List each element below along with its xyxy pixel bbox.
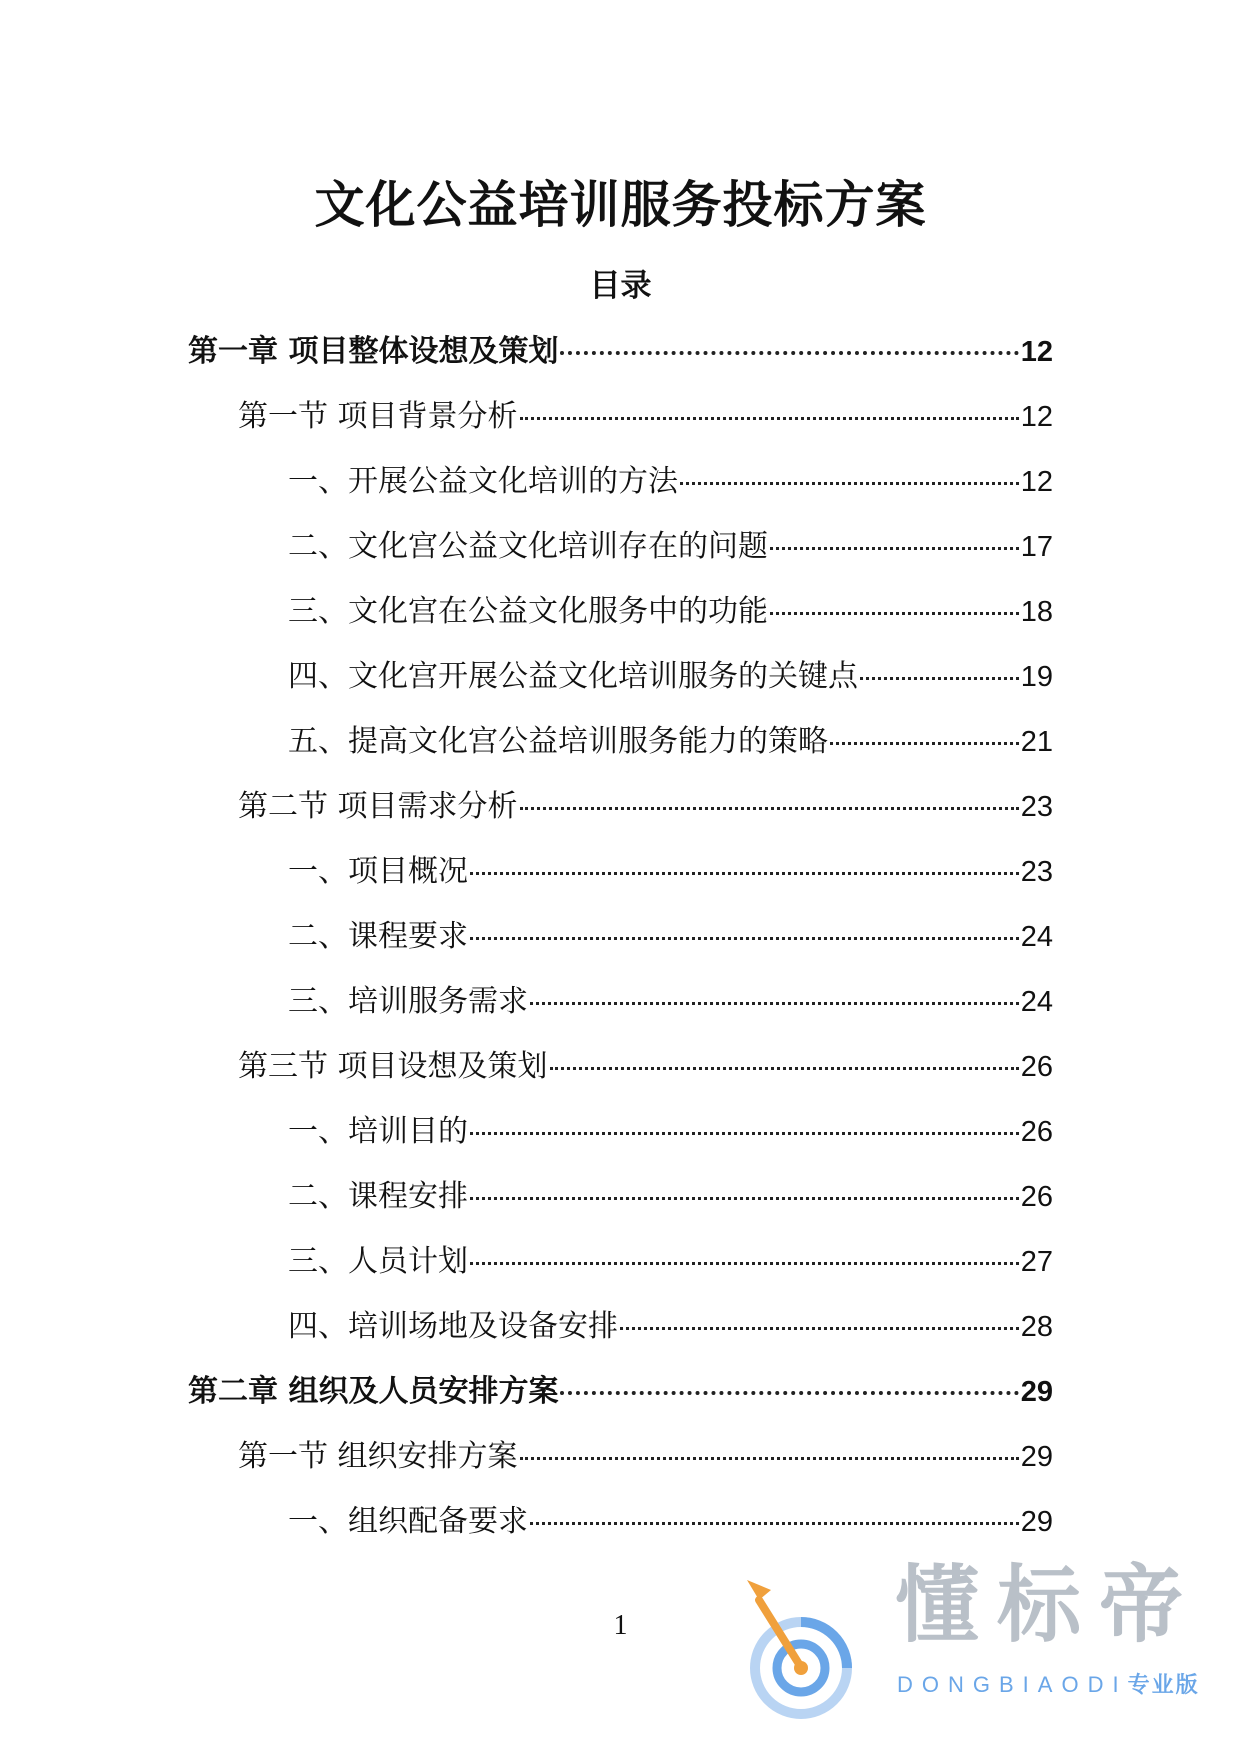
toc-entry[interactable] bbox=[188, 1240, 1053, 1305]
toc-dot-leader bbox=[520, 417, 1019, 420]
toc-entry-title: 四、培训场地及设备安排 bbox=[288, 1309, 618, 1344]
toc-entry-page: 17 bbox=[1020, 531, 1053, 563]
toc-entry-page: 26 bbox=[1020, 1181, 1053, 1213]
toc-entry[interactable] bbox=[188, 980, 1053, 1045]
toc-entry[interactable] bbox=[188, 460, 1053, 525]
toc-heading: 目录 bbox=[589, 268, 652, 304]
toc-entry[interactable] bbox=[188, 590, 1053, 655]
toc-entry-title: 二、文化宫公益文化培训存在的问题 bbox=[288, 529, 768, 564]
document-title: 文化公益培训服务投标方案 bbox=[314, 176, 927, 234]
toc-entry-title: 二、课程安排 bbox=[288, 1179, 468, 1214]
toc-entry[interactable] bbox=[188, 1435, 1053, 1500]
watermark-edition: 专业版 bbox=[1127, 1672, 1200, 1697]
toc-entry-page: 19 bbox=[1020, 661, 1053, 693]
toc-entry-page: 23 bbox=[1020, 856, 1053, 888]
toc-dot-leader bbox=[680, 482, 1019, 485]
toc-entry-title: 五、提高文化宫公益培训服务能力的策略 bbox=[288, 724, 828, 759]
toc-entry[interactable] bbox=[188, 1305, 1053, 1370]
toc-entry-title: 第二节 项目需求分析 bbox=[238, 789, 518, 824]
toc-entry[interactable] bbox=[188, 1370, 1053, 1435]
toc-entry-page: 28 bbox=[1020, 1311, 1053, 1343]
toc-entry[interactable] bbox=[188, 1175, 1053, 1240]
toc-entry[interactable] bbox=[188, 915, 1053, 980]
toc-entry-page: 18 bbox=[1020, 596, 1053, 628]
toc-dot-leader bbox=[770, 547, 1019, 550]
toc-entry[interactable] bbox=[188, 785, 1053, 850]
toc-entry-title: 一、项目概况 bbox=[288, 854, 468, 889]
toc-dot-leader bbox=[520, 807, 1019, 810]
toc-entry[interactable] bbox=[188, 655, 1053, 720]
toc-entry-title: 三、文化宫在公益文化服务中的功能 bbox=[288, 594, 768, 629]
toc-entry-title: 四、文化宫开展公益文化培训服务的关键点 bbox=[288, 659, 858, 694]
toc-dot-leader bbox=[470, 872, 1019, 875]
toc-entry-page: 29 bbox=[1020, 1441, 1053, 1473]
watermark bbox=[745, 1540, 1225, 1750]
toc-entry-page: 29 bbox=[1020, 1376, 1053, 1408]
toc-entry-title: 第一节 组织安排方案 bbox=[238, 1439, 518, 1474]
toc-dot-leader bbox=[470, 937, 1019, 940]
toc-entry-title: 第一节 项目背景分析 bbox=[238, 399, 518, 434]
toc-entry-page: 23 bbox=[1020, 791, 1053, 823]
watermark-subtitle bbox=[897, 1668, 1200, 1699]
watermark-brand: 懂标帝 bbox=[895, 1556, 1202, 1654]
toc-entry-page: 26 bbox=[1020, 1051, 1053, 1083]
toc-dot-leader bbox=[470, 1132, 1019, 1135]
toc-dot-leader bbox=[560, 351, 1018, 355]
table-of-contents bbox=[188, 330, 1053, 1565]
toc-entry-page: 12 bbox=[1020, 401, 1053, 433]
toc-entry-page: 12 bbox=[1020, 336, 1053, 368]
toc-dot-leader bbox=[770, 612, 1019, 615]
toc-entry-page: 29 bbox=[1020, 1506, 1053, 1538]
toc-entry-page: 12 bbox=[1020, 466, 1053, 498]
toc-entry-page: 24 bbox=[1020, 921, 1053, 953]
toc-entry-title: 第二章 组织及人员安排方案 bbox=[188, 1374, 559, 1409]
toc-dot-leader bbox=[470, 1262, 1019, 1265]
toc-entry[interactable] bbox=[188, 525, 1053, 590]
toc-dot-leader bbox=[830, 742, 1019, 745]
toc-entry[interactable] bbox=[188, 1110, 1053, 1175]
toc-dot-leader bbox=[620, 1327, 1019, 1330]
toc-entry-page: 24 bbox=[1020, 986, 1053, 1018]
toc-entry-title: 第一章 项目整体设想及策划 bbox=[188, 334, 559, 369]
page-number: 1 bbox=[613, 1610, 628, 1641]
toc-entry-title: 第三节 项目设想及策划 bbox=[238, 1049, 548, 1084]
toc-entry-title: 一、开展公益文化培训的方法 bbox=[288, 464, 678, 499]
toc-entry-page: 26 bbox=[1020, 1116, 1053, 1148]
toc-entry-title: 二、课程要求 bbox=[288, 919, 468, 954]
toc-entry[interactable] bbox=[188, 395, 1053, 460]
toc-entry-title: 三、人员计划 bbox=[288, 1244, 468, 1279]
toc-dot-leader bbox=[530, 1002, 1019, 1005]
toc-entry[interactable] bbox=[188, 330, 1053, 395]
toc-entry-title: 一、培训目的 bbox=[288, 1114, 468, 1149]
target-logo-icon bbox=[745, 1540, 865, 1745]
toc-dot-leader bbox=[530, 1522, 1019, 1525]
toc-dot-leader bbox=[860, 677, 1019, 680]
watermark-pinyin: DONGBIAODI bbox=[897, 1672, 1128, 1697]
toc-dot-leader bbox=[470, 1197, 1019, 1200]
toc-entry-page: 21 bbox=[1020, 726, 1053, 758]
toc-dot-leader bbox=[560, 1391, 1018, 1395]
toc-entry-page: 27 bbox=[1020, 1246, 1053, 1278]
toc-entry[interactable] bbox=[188, 850, 1053, 915]
toc-entry[interactable] bbox=[188, 1045, 1053, 1110]
toc-entry-title: 一、组织配备要求 bbox=[288, 1504, 528, 1539]
toc-dot-leader bbox=[520, 1457, 1019, 1460]
toc-entry-title: 三、培训服务需求 bbox=[288, 984, 528, 1019]
toc-entry[interactable] bbox=[188, 720, 1053, 785]
toc-dot-leader bbox=[550, 1067, 1019, 1070]
